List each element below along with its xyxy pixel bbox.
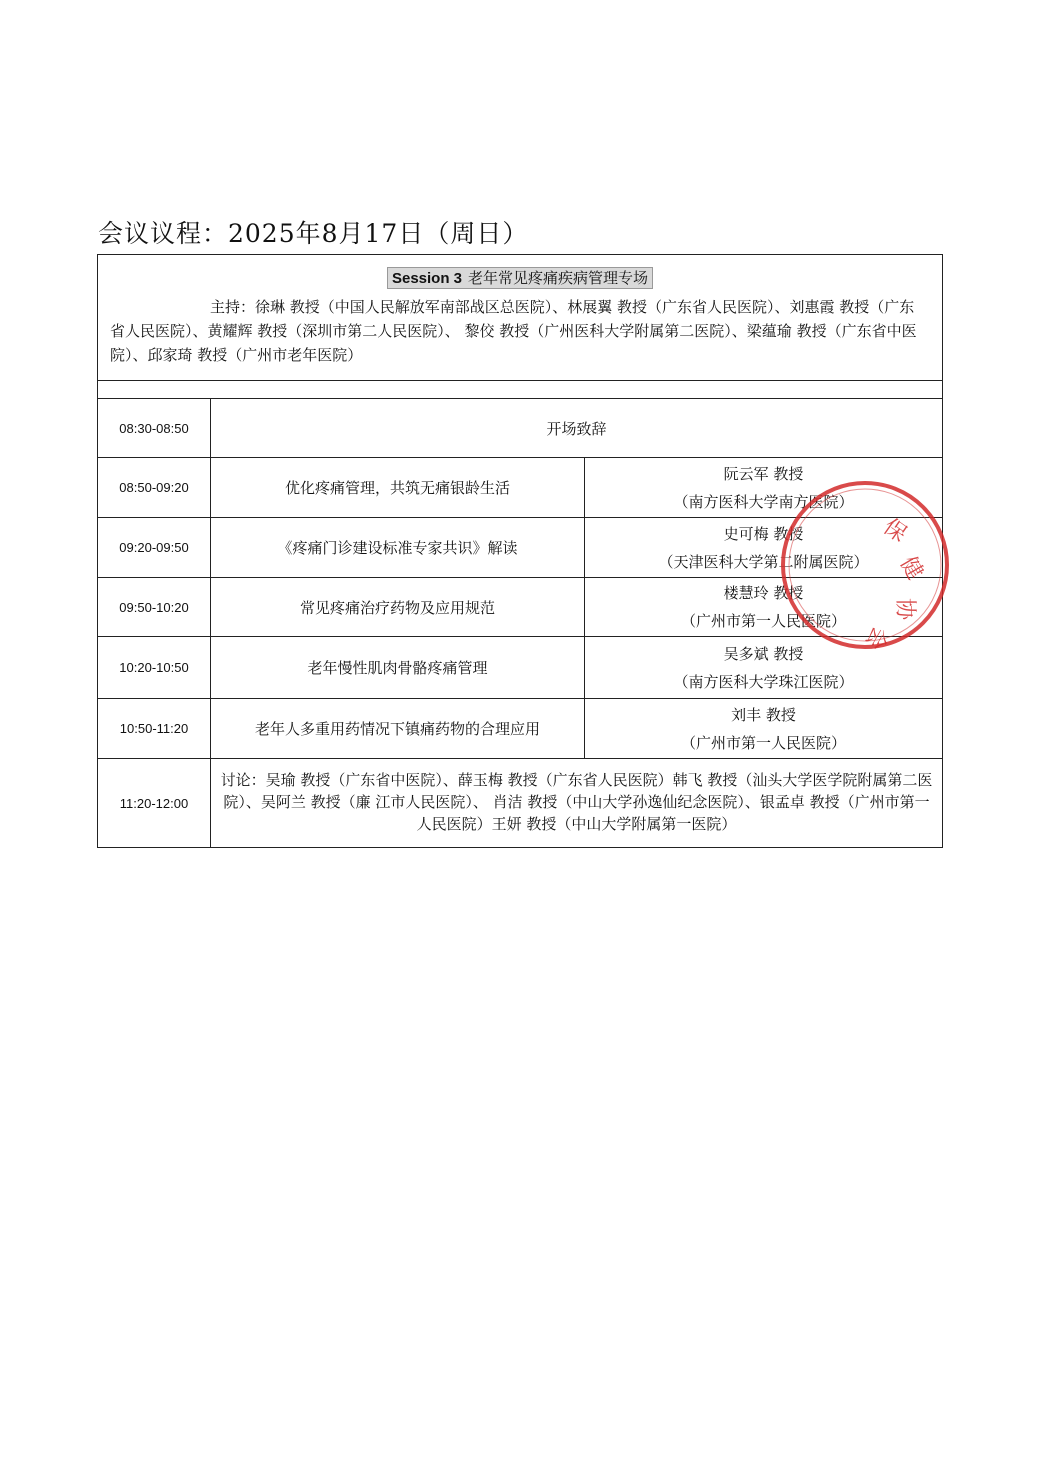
- table-row-discussion: [98, 759, 942, 847]
- time-cell: 09:50-10:20: [98, 578, 211, 636]
- topic-cell: 开场致辞: [546, 419, 607, 438]
- speaker-name: 阮云军 教授: [723, 464, 804, 483]
- time-cell: 09:20-09:50: [98, 518, 211, 577]
- topic-cell: 《疼痛门诊建设标准专家共识》解读: [211, 518, 585, 577]
- speaker-name: 吴多斌 教授: [723, 644, 804, 663]
- time-cell: 10:20-10:50: [98, 637, 211, 698]
- time-cell: 08:30-08:50: [98, 399, 211, 457]
- table-row-opening: [98, 399, 942, 458]
- table-row: [98, 518, 942, 578]
- session-hosts: 主持：徐琳 教授（中国人民解放军南部战区总医院）、林展翼 教授（广东省人民医院）、刘惠霞 教授（广东省人民医院）、黄耀辉 教授（深圳市第二人民医院）、 黎佼 教授（广州医科大学附属第二医院）、梁蕴瑜 教授（广东省中医院）、邱家琦 教授（广州市老年医院）: [110, 298, 917, 364]
- topic-cell: 老年慢性肌肉骨骼疼痛管理: [211, 637, 585, 698]
- speaker-name: 史可梅 教授: [723, 524, 804, 543]
- time-cell: 11:20-12:00: [98, 759, 211, 847]
- speaker-name: 刘丰 教授: [731, 705, 796, 724]
- table-row: [98, 578, 942, 637]
- speaker-cell: [585, 578, 942, 636]
- speaker-cell: [585, 518, 942, 577]
- session-title: [98, 267, 942, 288]
- session-header: [98, 255, 942, 381]
- speaker-hospital: （天津医科大学第二附属医院）: [658, 552, 869, 571]
- speaker-hospital: （南方医科大学南方医院）: [673, 492, 854, 511]
- spacer-row: [98, 381, 942, 399]
- session-name: 老年常见疼痛疾病管理专场: [468, 269, 649, 287]
- table-row: [98, 637, 942, 699]
- svg-text:健: 健: [894, 552, 928, 585]
- speaker-cell: [585, 458, 942, 517]
- speaker-hospital: （广州市第一人民医院）: [680, 612, 846, 630]
- time-cell: 08:50-09:20: [98, 458, 211, 517]
- speaker-name: 楼慧玲 教授: [723, 584, 804, 602]
- table-row: [98, 699, 942, 759]
- page-title: 会议议程：2025年8月17日（周日）: [98, 219, 529, 248]
- speaker-cell: [585, 637, 942, 698]
- discussion-cell: 讨论：吴瑜 教授（广东省中医院）、薛玉梅 教授（广东省人民医院）韩飞 教授（汕头大学医学院附属第二医院）、吴阿兰 教授（廉 江市人民医院）、 肖洁 教授（中山大学孙逸仙纪念医院）、银孟卓 教授（广州市第一人民医院）王妍 教授（中山大学附属第一医院）: [220, 771, 933, 833]
- topic-cell: 老年人多重用药情况下镇痛药物的合理应用: [211, 699, 585, 758]
- svg-text:保: 保: [878, 514, 911, 548]
- svg-text:协: 协: [892, 598, 917, 621]
- svg-text:会: 会: [859, 622, 893, 654]
- topic-cell: 优化疼痛管理，共筑无痛银龄生活: [211, 458, 585, 517]
- table-row: [98, 458, 942, 518]
- time-cell: 10:50-11:20: [98, 699, 211, 758]
- speaker-cell: [585, 699, 942, 758]
- topic-cell: 常见疼痛治疗药物及应用规范: [211, 578, 585, 636]
- agenda-table: [97, 254, 943, 848]
- speaker-hospital: （南方医科大学珠江医院）: [673, 672, 854, 691]
- speaker-hospital: （广州市第一人民医院）: [680, 733, 846, 752]
- session-label: Session 3: [391, 270, 463, 287]
